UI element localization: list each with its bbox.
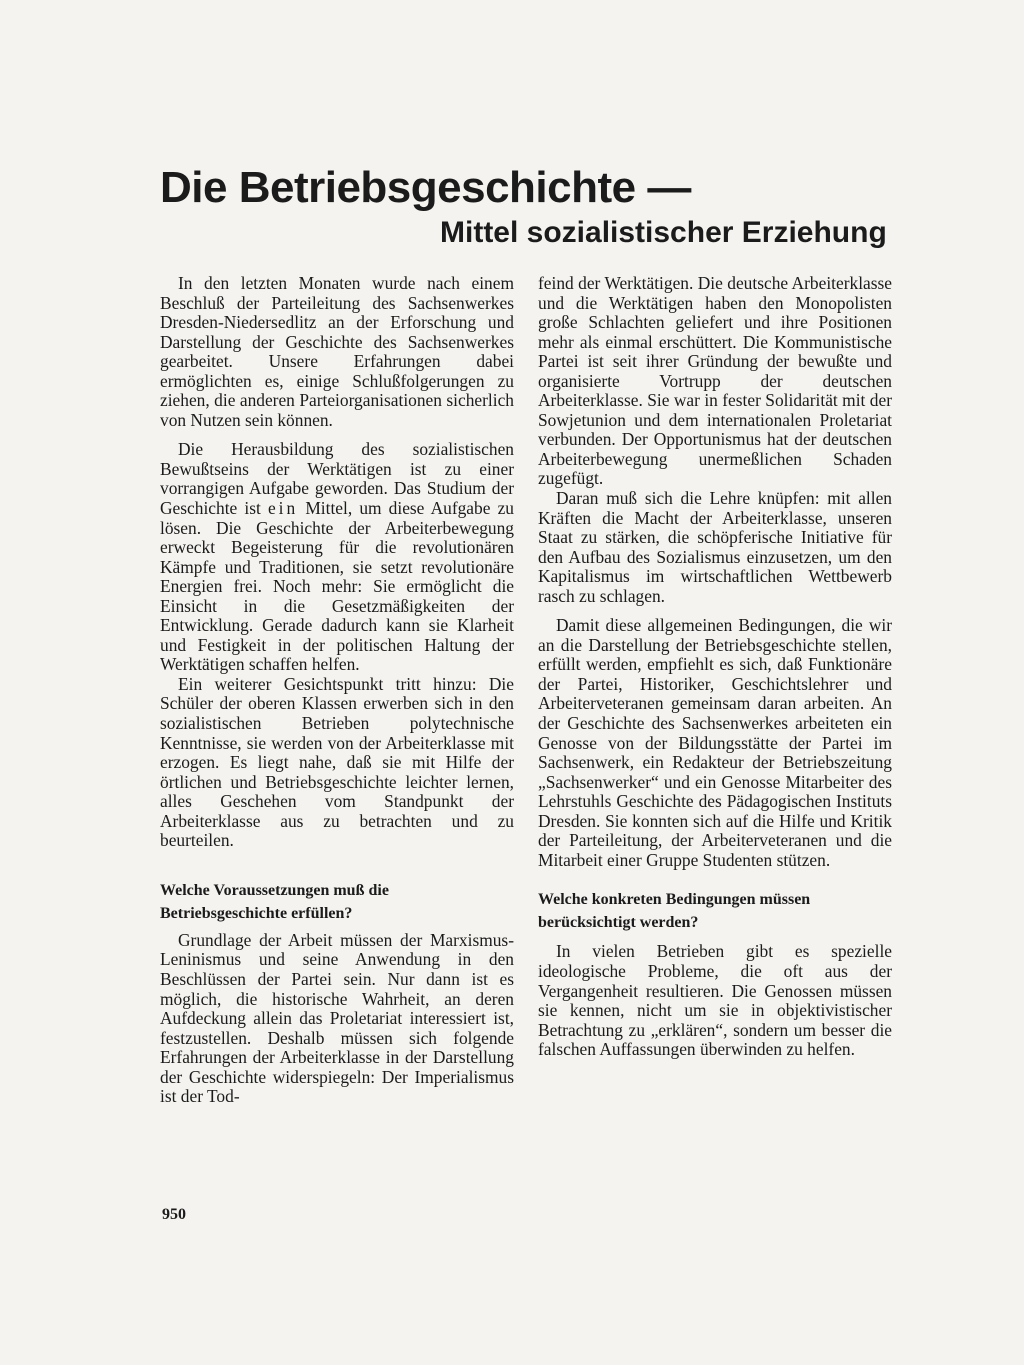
right-column — [538, 274, 892, 1060]
left-paragraph-2-part-a: Die Herausbildung des sozialistischen Bewußtseins der Werktätigen ist zu einer vorrangigen Aufgabe geworden. Das Studium der Geschichte ist — [160, 439, 514, 519]
left-paragraph-4: Grundlage der Arbeit müssen der Marxismus-Leninismus und seine Anwendung in den Beschlüssen der Partei sein. Nur dann ist es möglich, die historische Wahrheit, an deren Aufdeckung allein das Proletariat interessiert ist, festzustellen. Deshalb müssen sich folgende Erfahrungen der Arbeiterklasse in der Darstellung der Geschichte widerspiegeln: Der Imperialismus ist der Tod- — [160, 929, 514, 1107]
section-heading-prerequisites: Welche Voraussetzungen muß die Betriebsgeschichte erfüllen? — [160, 881, 389, 922]
article-subtitle: Mittel sozialistischer Erziehung — [440, 216, 887, 249]
article-title: Die Betriebsgeschichte — — [160, 163, 691, 212]
section-heading-conditions: Welche konkreten Bedingungen müssen berücksichtigt werden? — [538, 891, 811, 932]
left-paragraph-2-emphasis: ein — [267, 498, 299, 519]
left-paragraph-1: In den letzten Monaten wurde nach einem Beschluß der Parteileitung des Sachsenwerkes Dresden-Niedersedlitz an der Erforschung und Darstellung der Geschichte des Sachsenwerkes gearbeitet. Unsere Erfahrungen dabei ermöglichten es, einige Schlußfolgerungen zu ziehen, die anderen Parteiorganisationen sicherlich von Nutzen sein können. — [160, 273, 514, 430]
right-paragraph-4: In vielen Betrieben gibt es spezielle ideologische Probleme, die oft aus der Vergangenheit resultieren. Die Genossen müssen sie kennen, nicht um sie in objektivistischer Betrachtung zu „erklären“, sondern um besser die falschen Auffassungen überwinden zu helfen. — [538, 941, 892, 1060]
right-paragraph-1: feind der Werktätigen. Die deutsche Arbeiterklasse und die Werktätigen haben den Monopolisten große Schlachten geliefert und ihre Positionen mehr als einmal erschüttert. Die Kommunistische Partei ist seit ihrer Gründung der bewußte und organisierte Vortrupp der deutschen Arbeiterklasse. Sie war in fester Solidarität mit der Sowjetunion und dem internationalen Proletariat verbunden. Der Opportunismus hat der deutschen Arbeiterbewegung unermeßlichen Schaden zugefügt. — [538, 273, 892, 489]
left-paragraph-2-part-b: Mittel, um diese Aufgabe zu lösen. Die Geschichte der Arbeiterbewegung erweckt Begeisterung für die revolutionären Kämpfe und Traditionen, sie setzt revolutionäre Energien frei. Noch mehr: Sie ermöglicht die Einsicht in die Gesetzmäßigkeiten der Entwicklung. Gerade dadurch kann sie Klarheit und Festigkeit in der politischen Haltung der Werktätigen schaffen helfen. — [160, 498, 514, 675]
left-paragraph-2 — [160, 440, 514, 675]
left-column — [160, 274, 514, 1107]
right-paragraph-2: Daran muß sich die Lehre knüpfen: mit allen Kräften die Macht der Arbeiterklasse, unseren Staat zu stärken, die schöpferische Initiative für den Aufbau des Sozialismus einzusetzen, um den Kapitalismus im wirtschaftlichen Wettbewerb rasch zu schlagen. — [538, 488, 892, 606]
page-number: 950 — [162, 1206, 186, 1223]
right-paragraph-3: Damit diese allgemeinen Bedingungen, die wir an die Darstellung der Betriebsgeschichte stellen, erfüllt werden, empfiehlt es sich, daß Funktionäre der Partei, Historiker, Geschichtslehrer und Arbeiterveteranen gemeinsam daran arbeiten. An der Geschichte des Sachsenwerkes arbeiteten ein Genosse von der Bildungsstätte der Partei im Sachsenwerk, ein Redakteur der Betriebszeitung „Sachsenwerker“ und ein Genosse Mitarbeiter des Lehrstuhls Geschichte des Pädagogischen Instituts Dresden. Sie konnten sich auf die Hilfe und Kritik der Parteileitung, der Arbeiterveteranen und die Mitarbeit einer Gruppe Studenten stützen. — [538, 615, 892, 870]
left-paragraph-3: Ein weiterer Gesichtspunkt tritt hinzu: Die Schüler der oberen Klassen erwerben sich in den sozialistischen Betrieben polytechnische Kenntnisse, sie werden von der Arbeiterklasse mit erzogen. Es liegt nahe, daß sie mit Hilfe der örtlichen und Betriebsgeschichte leichter lernen, alles Geschehen vom Standpunkt der Arbeiterklasse aus zu betrachten und zu beurteilen. — [160, 673, 514, 851]
